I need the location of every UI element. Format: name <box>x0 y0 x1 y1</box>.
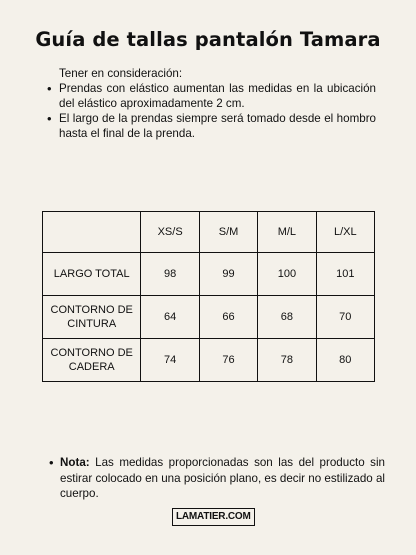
table-header-l-xl: L/XL <box>316 212 374 253</box>
table-row <box>43 339 375 382</box>
table-header-empty <box>43 212 141 253</box>
size-chart-table <box>42 211 375 382</box>
table-cell: 66 <box>199 296 257 339</box>
consideration-item: • Prendas con elástico aumentan las medidas en la ubicación del elástico aproximadamente 2 cm. <box>46 81 376 111</box>
table-cell: 64 <box>141 296 199 339</box>
note-paragraph <box>50 455 385 502</box>
table-row <box>43 296 375 339</box>
considerations-list <box>46 81 376 141</box>
row-label: LARGO TOTAL <box>43 253 141 296</box>
table-cell: 98 <box>141 253 199 296</box>
table-cell: 70 <box>316 296 374 339</box>
table-header-row <box>43 212 375 253</box>
table-header-xs-s: XS/S <box>141 212 199 253</box>
brand-logo: LAMATIER.COM <box>172 508 255 526</box>
note-text: Las medidas proporcionadas son las del producto sin estirar colocado en una posición plano, es decir no estilizado al cuerpo. <box>60 456 385 500</box>
table-cell: 101 <box>316 253 374 296</box>
table-cell: 74 <box>141 339 199 382</box>
page-title: Guía de tallas pantalón Tamara <box>35 28 381 51</box>
considerations-section <box>46 66 376 141</box>
table-header-s-m: S/M <box>199 212 257 253</box>
table-cell: 99 <box>199 253 257 296</box>
table-row <box>43 253 375 296</box>
considerations-heading: Tener en consideración: <box>59 67 183 80</box>
table-cell: 68 <box>258 296 316 339</box>
table-cell: 100 <box>258 253 316 296</box>
table-cell: 76 <box>199 339 257 382</box>
table-header-m-l: M/L <box>258 212 316 253</box>
note-label: Nota: <box>60 456 90 469</box>
table-cell: 78 <box>258 339 316 382</box>
row-label: CONTORNO DE CINTURA <box>43 296 141 339</box>
row-label: CONTORNO DE CADERA <box>43 339 141 382</box>
table-cell: 80 <box>316 339 374 382</box>
consideration-item: • El largo de la prendas siempre será tomado desde el hombro hasta el final de la prenda. <box>46 111 376 141</box>
